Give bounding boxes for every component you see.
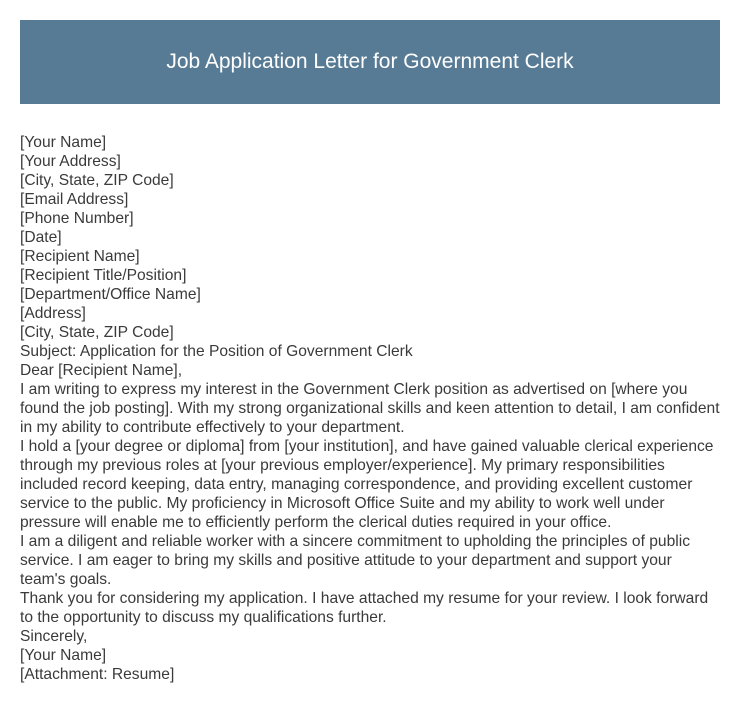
recipient-city-state-zip: [City, State, ZIP Code] xyxy=(20,324,174,341)
letter-date: [Date] xyxy=(20,229,62,246)
letter-body xyxy=(20,133,720,684)
recipient-department: [Department/Office Name] xyxy=(20,286,201,303)
paragraph-intro: I am writing to express my interest in the Government Clerk position as advertised on [where you found the job posting]. With my strong organizational skills and keen attention to detail, I am confident in my ability to contribute effectively to your department. xyxy=(20,381,720,436)
sender-phone: [Phone Number] xyxy=(20,210,134,227)
paragraph-commitment: I am a diligent and reliable worker with a sincere commitment to upholding the principles of public service. I am eager to bring my skills and positive attitude to your department and support your team's goals. xyxy=(20,533,691,588)
sender-name: [Your Name] xyxy=(20,134,107,151)
paragraph-experience: I hold a [your degree or diploma] from [your institution], and have gained valuable clerical experience through my previous roles at [your previous employer/experience]. My primary responsibilities included record keeping, data entry, managing correspondence, and providing excellent customer service to the public. My proficiency in Microsoft Office Suite and my ability to work well under pressure will enable me to efficiently perform the clerical duties required in your office. xyxy=(20,438,714,531)
page-title: Job Application Letter for Government Clerk xyxy=(166,50,574,73)
sender-email: [Email Address] xyxy=(20,191,129,208)
paragraph-thanks: Thank you for considering my application. I have attached my resume for your review. I look forward to the opportunity to discuss my qualifications further. xyxy=(20,590,709,626)
signature-name: [Your Name] xyxy=(20,647,107,664)
letter-salutation: Dear [Recipient Name], xyxy=(20,362,183,379)
attachment-note: [Attachment: Resume] xyxy=(20,666,175,683)
letter-closing: Sincerely, xyxy=(20,628,88,645)
recipient-title: [Recipient Title/Position] xyxy=(20,267,187,284)
page-header xyxy=(20,20,720,104)
letter-subject: Subject: Application for the Position of Government Clerk xyxy=(20,343,413,360)
sender-city-state-zip: [City, State, ZIP Code] xyxy=(20,172,174,189)
recipient-name: [Recipient Name] xyxy=(20,248,140,265)
recipient-address: [Address] xyxy=(20,305,86,322)
sender-address: [Your Address] xyxy=(20,153,121,170)
